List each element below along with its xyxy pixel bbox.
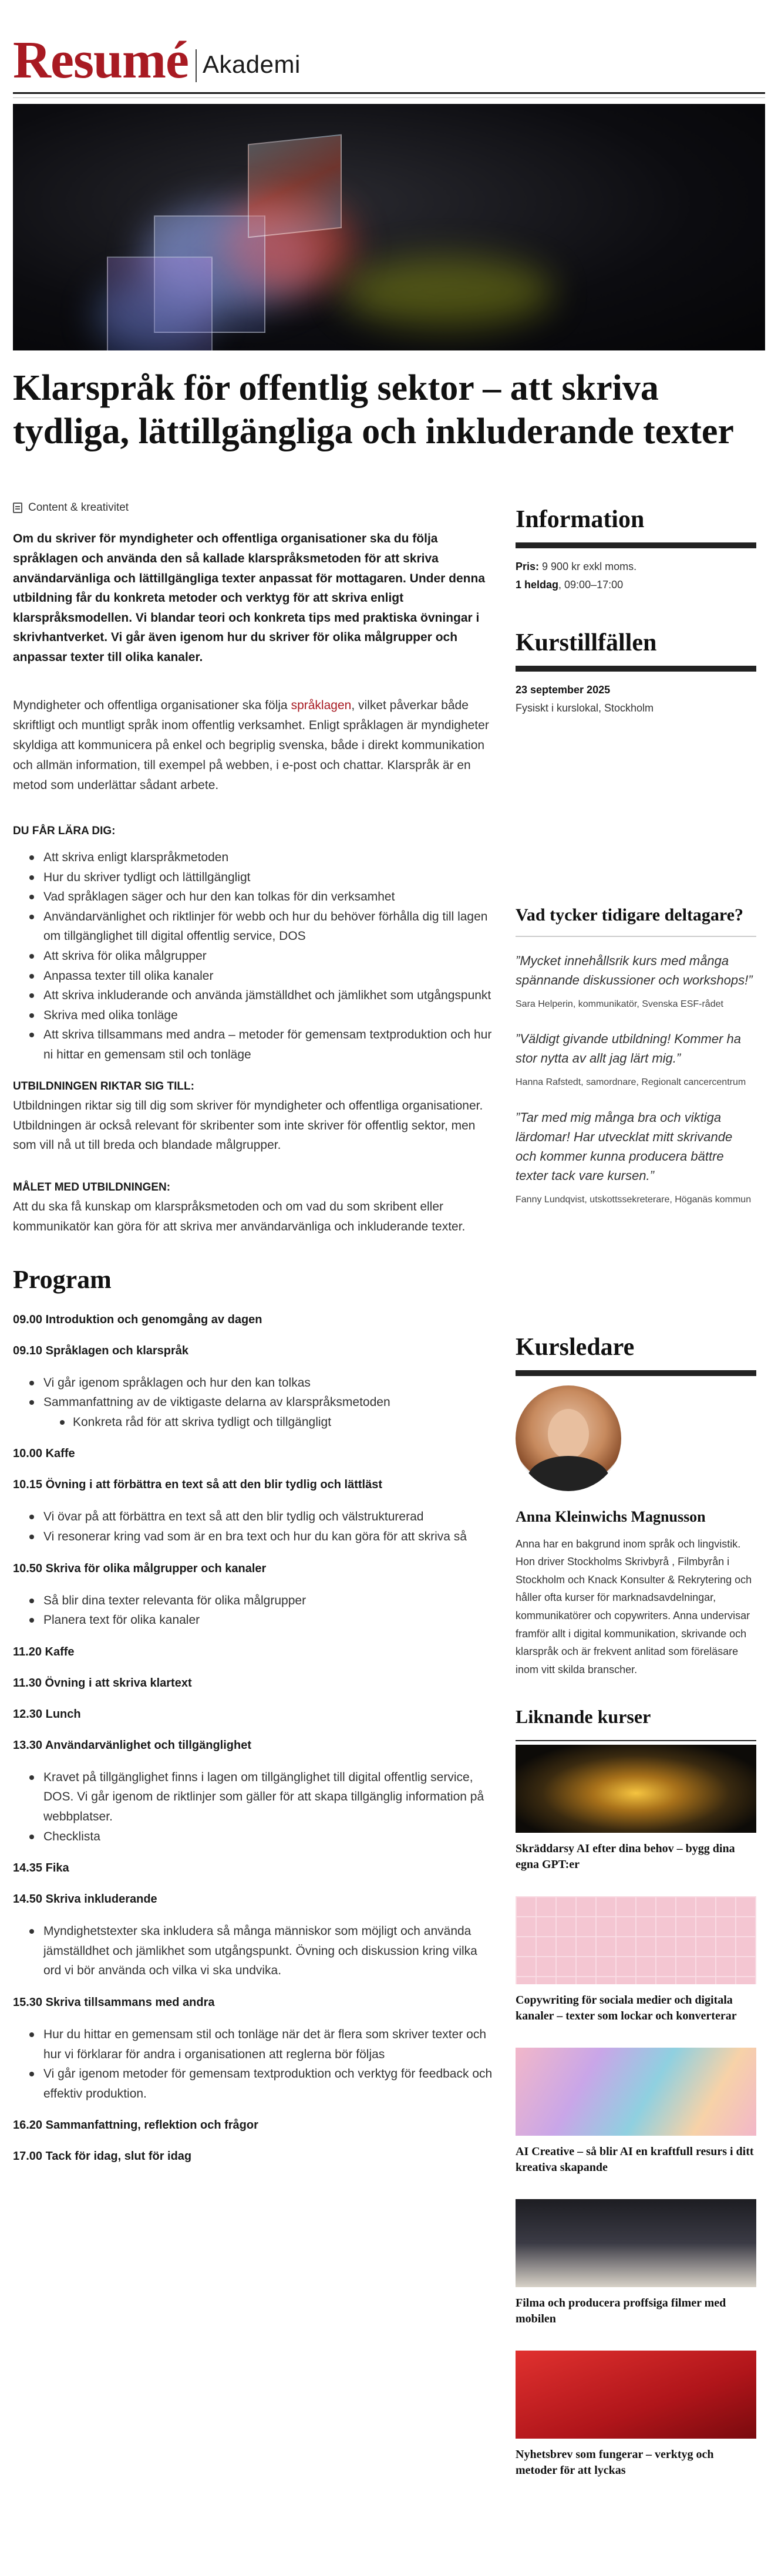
- red-envelope-thumbnail[interactable]: [516, 2351, 756, 2439]
- program-slot-title: 10.15 Övning i att förbättra en text så att den blir tydlig och lättläst: [13, 1478, 383, 1492]
- learn-item: Att skriva för olika målgrupper: [13, 946, 497, 966]
- program-slot-title: 17.00 Tack för idag, slut för idag: [13, 2150, 192, 2163]
- program-slot-list: [13, 1591, 497, 1630]
- sidebar-information: [516, 505, 756, 594]
- learn-item: Anpassa texter till olika kanaler: [13, 966, 497, 986]
- review-source: Sara Helperin, kommunikatör, Svenska ESF-rådet: [516, 999, 723, 1009]
- audience-heading: UTBILDNINGEN RIKTAR SIG TILL:: [13, 1080, 194, 1093]
- audience-text: Utbildningen riktar sig till dig som skriver för myndigheter och offentliga organisationer. Utbildningen är också relevant för skribenter som inte skriver för offentlig sektor, men som vill nå ut till breda och blandade målgrupper.: [13, 1099, 483, 1152]
- program-slot-title: 09.00 Introduktion och genomgång av dagen: [13, 1313, 262, 1326]
- sidebar-occasions: [516, 628, 756, 717]
- sidebar-reviews: [516, 904, 756, 1225]
- related-course-card[interactable]: [516, 2048, 756, 2176]
- learn-item: Hur du skriver tydligt och lättillgängligt: [13, 868, 497, 888]
- program-slot-title: 15.30 Skriva tillsammans med andra: [13, 1995, 215, 2009]
- related-course-card[interactable]: [516, 1896, 756, 2024]
- related-course-title[interactable]: Skräddarsy AI efter dina behov – bygg dina egna GPT:er: [516, 1842, 735, 1871]
- program-bullet: Sammanfattning av de viktigaste delarna av klarspråksmetoden: [13, 1392, 497, 1412]
- intro-paragraph: [13, 696, 497, 795]
- program-slot-title: 09.10 Språklagen och klarspråk: [13, 1344, 189, 1357]
- program-slot-title: 10.50 Skriva för olika målgrupper och kanaler: [13, 1562, 267, 1575]
- related-list: [516, 1745, 756, 2479]
- related-course-card[interactable]: [516, 1745, 756, 1873]
- leader-avatar: [516, 1385, 621, 1491]
- price-value: 9 900 kr exkl moms.: [539, 561, 637, 573]
- price-line: [516, 558, 756, 576]
- leader-bio: Anna har en bakgrund inom språk och lingvistik. Hon driver Stockholms Skrivbyrå , Filmbyrån i Stockholm och Knack Konsulter & Rekrytering och håller ofta kurser för marknadsavdelningar, kommunikatörer och copywriters. Anna undervisar framför allt i digital kommunikation, skrivande och klarspråk och är frekvent anlitad som föreläsare inom vitt skilda branscher.: [516, 1537, 752, 1675]
- duration-line: [516, 576, 756, 594]
- brand-divider: [196, 49, 197, 82]
- program-bullet: Konkreta råd för att skriva tydligt och tillgängligt: [13, 1412, 497, 1432]
- category-label[interactable]: Content & kreativitet: [28, 501, 129, 514]
- program-bullet: Kravet på tillgänglighet finns i lagen om tillgänglighet till digital offentlig service, DOS. Vi går igenom de riktlinjer som gäller för att skapa tillgänglig information på webbplatser.: [13, 1768, 497, 1827]
- learn-item: Att skriva inkluderande och använda jämställdhet och jämlikhet som utgångspunkt: [13, 986, 497, 1006]
- program-bullet: Hur du hittar en gemensam stil och tonläge när det är flera som skriver texter och hur vi förklarar för andra i organisationen att reglerna bör följas: [13, 2025, 497, 2064]
- program-slot-title: 14.50 Skriva inkluderande: [13, 1893, 157, 1906]
- duration-label: 1 heldag: [516, 578, 559, 591]
- site-header: [13, 28, 765, 94]
- category-tag[interactable]: [13, 499, 497, 516]
- brand-logo[interactable]: Resumé: [13, 31, 188, 89]
- program-slot-title: 13.30 Användarvänlighet och tillgänglighet: [13, 1738, 252, 1752]
- intro-text-post: , vilket påverkar både skriftligt och muntligt språk inom offentlig verksamhet. Enligt språklagen är myndigheter skyldiga att kommunicera på enkel och begriplig svenska, både i direkt kommunikation och allmän information, till exempel på webben, i e-post och chattar. Klarspråk är en metod som underlättar sådant arbete.: [13, 698, 489, 792]
- review-quote: ”Tar med mig många bra och viktiga lärdomar! Har utvecklat mitt skrivande och kommer kunna producera bättre texter tack vare kursen.”: [516, 1110, 733, 1183]
- pastel-waves-thumbnail[interactable]: [516, 2048, 756, 2136]
- program-slot-title: 12.30 Lunch: [13, 1707, 81, 1721]
- reviews-list: [516, 951, 756, 1208]
- program-slot-list: [13, 1507, 497, 1546]
- learn-heading: DU FÅR LÄRA DIG:: [13, 824, 116, 837]
- goal-heading: MÅLET MED UTBILDNINGEN:: [13, 1181, 171, 1193]
- related-course-title[interactable]: Nyhetsbrev som fungerar – verktyg och metoder för att lyckas: [516, 2447, 714, 2477]
- program-bullet: Så blir dina texter relevanta för olika målgrupper: [13, 1591, 497, 1611]
- program-bullet: Vi går igenom språklagen och hur den kan tolkas: [13, 1373, 497, 1393]
- lead-paragraph: Om du skriver för myndigheter och offentliga organisationer ska du följa språklagen och använda den så kallade klarspråksmetoden för att skriva användarvänliga och lättillgängliga texter anpassat för mottagaren. Under denna utbildning får du konkreta metoder och verktyg för att skriva enligt klarspråksmodellen. Vi blandar teori och konkreta tips med praktiska övningar i skrivhantverket. Vi går även igenom hur du skriver för olika målgrupper och anpassar texter till olika kanaler.: [13, 532, 486, 664]
- program-bullet: Vi resonerar kring vad som är en bra text och hur du kan göra för att skriva så: [13, 1527, 497, 1547]
- occasion-item[interactable]: [516, 681, 756, 717]
- occasions-rule: [516, 666, 756, 672]
- price-label: Pris:: [516, 561, 540, 573]
- occasion-date[interactable]: 23 september 2025: [516, 684, 611, 696]
- gold-particles-thumbnail[interactable]: [516, 1745, 756, 1833]
- information-rule: [516, 542, 756, 548]
- leader-rule: [516, 1370, 756, 1376]
- duration-value: , 09:00–17:00: [558, 578, 624, 591]
- learn-item: Vad språklagen säger och hur den kan tolkas för din verksamhet: [13, 887, 497, 907]
- program-bullet: Vi övar på att förbättra en text så att den blir tydlig och välstrukturerad: [13, 1507, 497, 1527]
- program-slot-list: [13, 1921, 497, 1981]
- program-slot-list: [13, 1373, 497, 1432]
- hero-image: [13, 104, 765, 350]
- page-title: Klarspråk för offentlig sektor – att skriva tydliga, lättillgängliga och inkluderande texter: [13, 368, 734, 451]
- related-course-title[interactable]: AI Creative – så blir AI en kraftfull resurs i ditt kreativa skapande: [516, 2145, 754, 2174]
- learn-item: Att skriva enligt klarspråkmetoden: [13, 848, 497, 868]
- related-course-card[interactable]: [516, 2351, 756, 2479]
- program-title: Program: [13, 1265, 112, 1294]
- program-slot-list: [13, 1768, 497, 1846]
- reviews-rule: [516, 936, 756, 937]
- program-slot-title: 10.00 Kaffe: [13, 1447, 75, 1461]
- pink-grid-thumbnail[interactable]: [516, 1896, 756, 1984]
- review-quote: ”Väldigt givande utbildning! Kommer ha stor nytta av allt jag lärt mig.”: [516, 1031, 742, 1066]
- leader-name: Anna Kleinwichs Magnusson: [516, 1508, 706, 1526]
- sidebar-leader: [516, 1333, 756, 1678]
- header-rule-thin: [13, 97, 765, 98]
- brand-sub[interactable]: Akademi: [202, 50, 301, 78]
- brand-logo-link[interactable]: [13, 28, 765, 87]
- leader-heading: Kursledare: [516, 1334, 635, 1361]
- related-heading: Liknande kurser: [516, 1706, 651, 1727]
- related-course-title[interactable]: Copywriting för sociala medier och digitala kanaler – texter som lockar och konverterar: [516, 1993, 737, 2022]
- related-rule: [516, 1740, 756, 1741]
- header-rule: [13, 92, 765, 94]
- goal-text: Att du ska få kunskap om klarspråksmetoden och om vad du som skribent eller kommunikatör kan göra för att skriva mer användarvänliga och inkluderande texter.: [13, 1200, 466, 1233]
- program-slot-title: 11.30 Övning i att skriva klartext: [13, 1676, 192, 1690]
- intro-text-pre: Myndigheter och offentliga organisationer ska följa: [13, 698, 291, 712]
- occasion-place: Fysiskt i kurslokal, Stockholm: [516, 702, 654, 714]
- clapperboard-thumbnail[interactable]: [516, 2199, 756, 2287]
- occasions-heading: Kurstillfällen: [516, 629, 657, 656]
- learn-list: [13, 848, 497, 1065]
- related-course-card[interactable]: [516, 2199, 756, 2327]
- program-bullet: Planera text för olika kanaler: [13, 1610, 497, 1630]
- sprakslagen-link[interactable]: språklagen: [291, 698, 352, 712]
- learn-item: Användarvänlighet och riktlinjer för webb och hur du behöver förhålla dig till lagen om tillgänglighet till digital offentlig service, DOS: [13, 907, 497, 946]
- review-quote: ”Mycket innehållsrik kurs med många spännande diskussioner och workshops!”: [516, 953, 753, 987]
- main-content: [13, 499, 497, 2179]
- program-slot-title: 11.20 Kaffe: [13, 1645, 75, 1658]
- reviews-heading: Vad tycker tidigare deltagare?: [516, 905, 744, 925]
- program-bullet: Checklista: [13, 1827, 497, 1847]
- category-icon: [13, 503, 22, 513]
- sidebar-related: [516, 1702, 756, 2502]
- program-slot-title: 14.35 Fika: [13, 1862, 69, 1875]
- review-source: Fanny Lundqvist, utskottssekreterare, Höganäs kommun: [516, 1194, 752, 1205]
- related-course-title[interactable]: Filma och producera proffsiga filmer med mobilen: [516, 2296, 726, 2325]
- program-list: [13, 1311, 497, 2166]
- review-source: Hanna Rafstedt, samordnare, Regionalt cancercentrum: [516, 1077, 746, 1088]
- program-slot-title: 16.20 Sammanfattning, reflektion och frågor: [13, 2119, 258, 2132]
- learn-item: Att skriva tillsammans med andra – metoder för gemensam textproduktion och hur ni hittar en gemensam stil och tonläge: [13, 1025, 497, 1064]
- program-bullet: Vi går igenom metoder för gemensam textproduktion och verktyg för feedback och effektiv produktion.: [13, 2064, 497, 2103]
- information-heading: Information: [516, 506, 645, 533]
- learn-item: Skriva med olika tonläge: [13, 1006, 497, 1026]
- program-slot-list: [13, 2025, 497, 2103]
- program-bullet: Myndighetstexter ska inkludera så många människor som möjligt och använda jämställdhet och jämlikhet som utgångspunkt. Övning och diskussion kring vilka ord vi bör använda och vilka vi ska undvika.: [13, 1921, 497, 1981]
